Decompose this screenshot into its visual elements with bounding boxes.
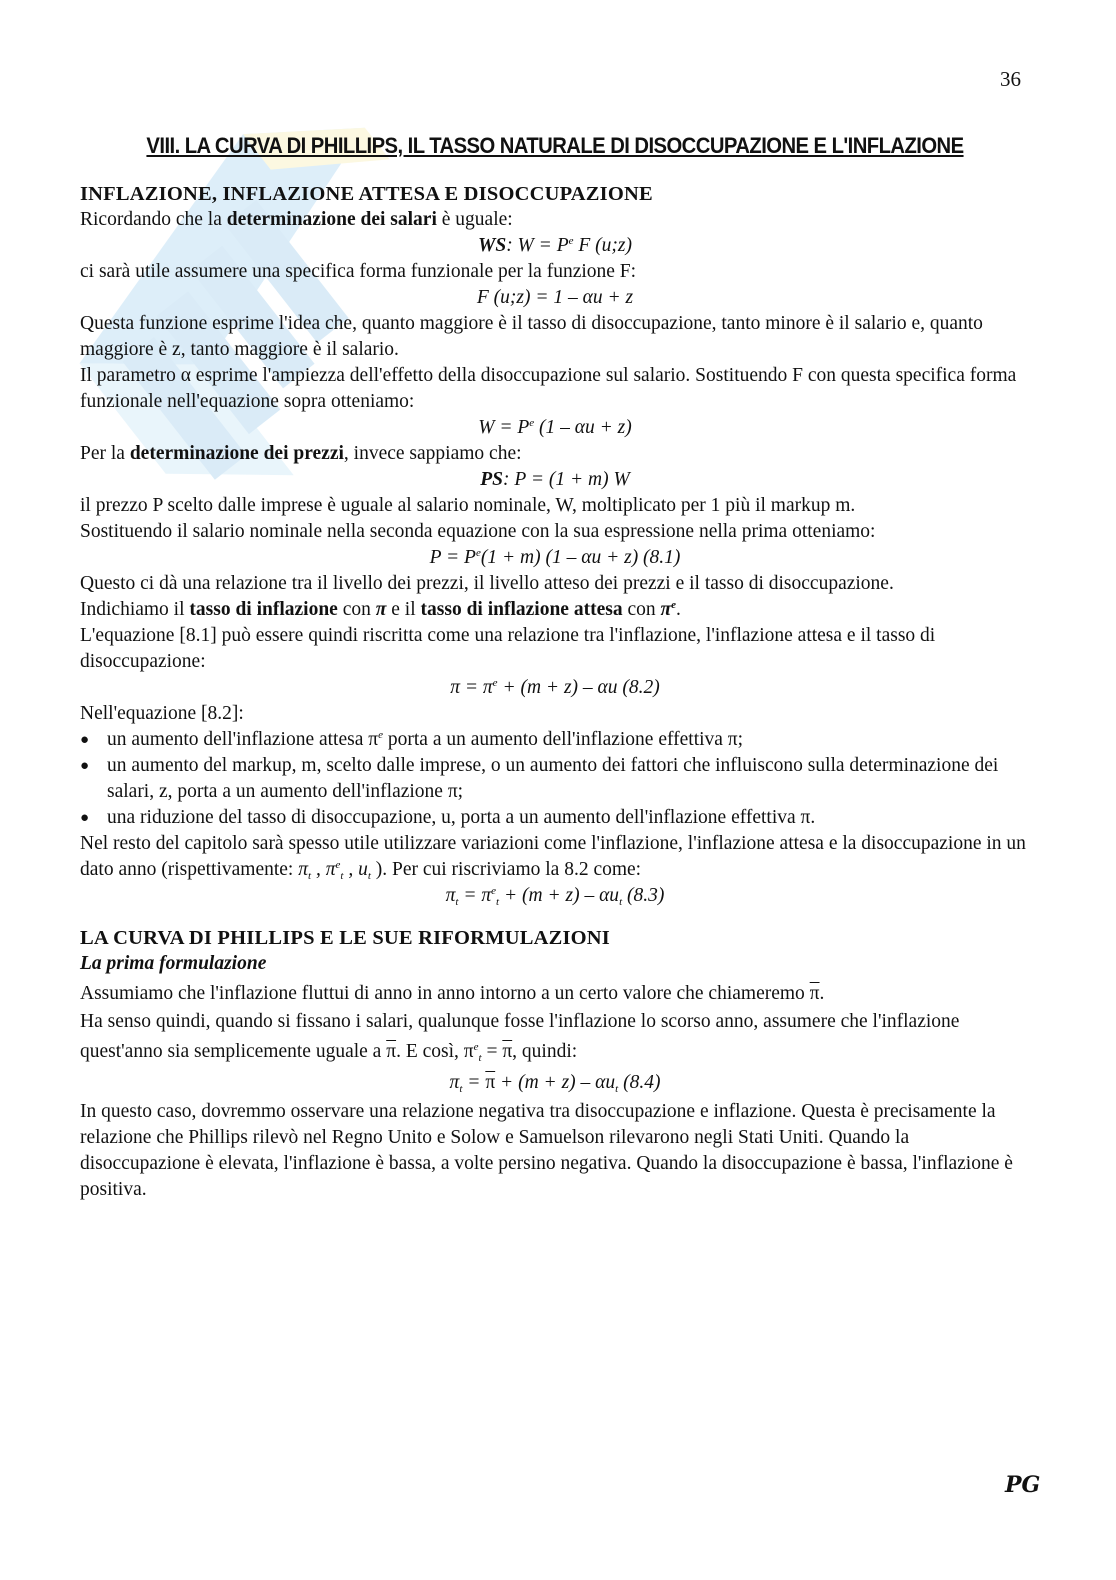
paragraph-ha-senso: Ha senso quindi, quando si fissano i salari, qualunque fosse l'inflazione lo scorso anno, assumere che l'inflazione quest'anno sia semplicemente uguale a $\overline{\pi}$. E così, $\pi^e_t = \overline{\pi}$, quindi: <box>80 1011 960 1064</box>
page-number: 36 <box>1000 67 1021 91</box>
section-heading-curva-phillips: LA CURVA DI PHILLIPS E LE SUE RIFORMULAZIONI <box>80 927 610 949</box>
equation-8-1: $P = P^e(1 + m)$ (1 – αu + z) (8.1) <box>429 547 681 568</box>
author-signature: PG <box>1005 1472 1041 1498</box>
paragraph-in-questo-caso: In questo caso, dovremmo osservare una relazione negativa tra disoccupazione e inflazione. Questa è precisamente la relazione che Phillips rilevò nel Regno Unito e Solow e Samuelson rilevarono negli Stati Uniti. Quando la disoccupazione è elevata, l'inflazione è bassa, a volte persino negativa. Quando la disoccupazione è bassa, l'inflazione è positiva. <box>80 1101 1013 1200</box>
paragraph-equazione-riscritta: L'equazione [8.1] può essere quindi riscritta come una relazione tra l'inflazione, l'inflazione attesa e il tasso di disoccupazione: <box>80 625 936 672</box>
equation-ws: WS: $W = P^e$ F (u;z) <box>478 235 632 256</box>
paragraph-forma-funzionale: ci sarà utile assumere una specifica forma funzionale per la funzione F: <box>80 261 637 282</box>
list-item: ● una riduzione del tasso di disoccupazione, u, porta a un aumento dell'inflazione effettiva π. <box>80 805 1030 831</box>
paragraph-nell-equazione: Nell'equazione [8.2]: <box>80 703 244 724</box>
list-item: ● un aumento del markup, m, scelto dalle imprese, o un aumento dei fattori che influiscono sulla determinazione dei salari, z, porta a un aumento dell'inflazione π; <box>80 753 1030 805</box>
chapter-title: VIII. LA CURVA DI PHILLIPS, IL TASSO NATURALE DI DISOCCUPAZIONE E L'INFLAZIONE <box>146 133 964 158</box>
paragraph-indichiamo: Indichiamo il tasso di inflazione con π e il tasso di inflazione attesa con $\pi^e$. <box>80 599 681 620</box>
paragraph-relazione: Questo ci dà una relazione tra il livello dei prezzi, il livello atteso dei prezzi e il tasso di disoccupazione. <box>80 573 894 594</box>
subheading-prima-formulazione: La prima formulazione <box>80 953 267 974</box>
effects-list <box>80 727 1030 831</box>
equation-w: $W = P^e$ (1 – αu + z) <box>478 417 632 438</box>
equation-8-2: $\pi = \pi^e + (m + z) - \alpha u$ (8.2) <box>450 677 660 698</box>
equation-f: F (u;z) = 1 – αu + z <box>476 287 634 308</box>
paragraph-prezzo-p: il prezzo P scelto dalle imprese è uguale al salario nominale, W, moltiplicato per 1 più il markup m. <box>80 495 856 516</box>
paragraph-parametro: Il parametro α esprime l'ampiezza dell'effetto della disoccupazione sul salario. Sostituendo F con questa specifica forma funzionale nell'equazione sopra otteniamo: <box>80 365 1017 412</box>
paragraph-prezzi: Per la determinazione dei prezzi, invece sappiamo che: <box>80 443 522 464</box>
equation-8-3: $\pi_t = \pi^e_t + (m + z) - \alpha u_t$ (8.3) <box>445 885 665 908</box>
equation-8-4: $\pi_t = \overline{\pi} + (m + z) - \alpha u_t$ (8.4) <box>449 1072 661 1095</box>
equation-ps: PS: P = (1 + m) W <box>480 469 630 490</box>
paragraph-salari: Ricordando che la determinazione dei salari è uguale: <box>80 209 513 230</box>
paragraph-funzione: Questa funzione esprime l'idea che, quanto maggiore è il tasso di disoccupazione, tanto minore è il salario e, quanto maggiore è z, tanto maggiore è il salario. <box>80 313 983 360</box>
paragraph-resto-capitolo: Nel resto del capitolo sarà spesso utile utilizzare variazioni come l'inflazione, l'inflazione attesa e la disoccupazione in un dato anno (rispettivamente: $\pi_t$ , $\pi^e_t$ , $u_t$ ). Per cui riscriviamo la 8.2 come: <box>80 833 1026 882</box>
list-item: ● un aumento dell'inflazione attesa $\pi^e$ porta a un aumento dell'inflazione effettiva π; <box>80 727 1030 753</box>
paragraph-sostituendo: Sostituendo il salario nominale nella seconda equazione con la sua espressione nella prima otteniamo: <box>80 521 876 542</box>
page-content <box>80 133 1030 1203</box>
paragraph-assumiamo: Assumiamo che l'inflazione fluttui di anno in anno intorno a un certo valore che chiameremo $\overline{\pi}$. <box>80 983 825 1004</box>
section-heading-inflazione: INFLAZIONE, INFLAZIONE ATTESA E DISOCCUPAZIONE <box>80 183 653 205</box>
